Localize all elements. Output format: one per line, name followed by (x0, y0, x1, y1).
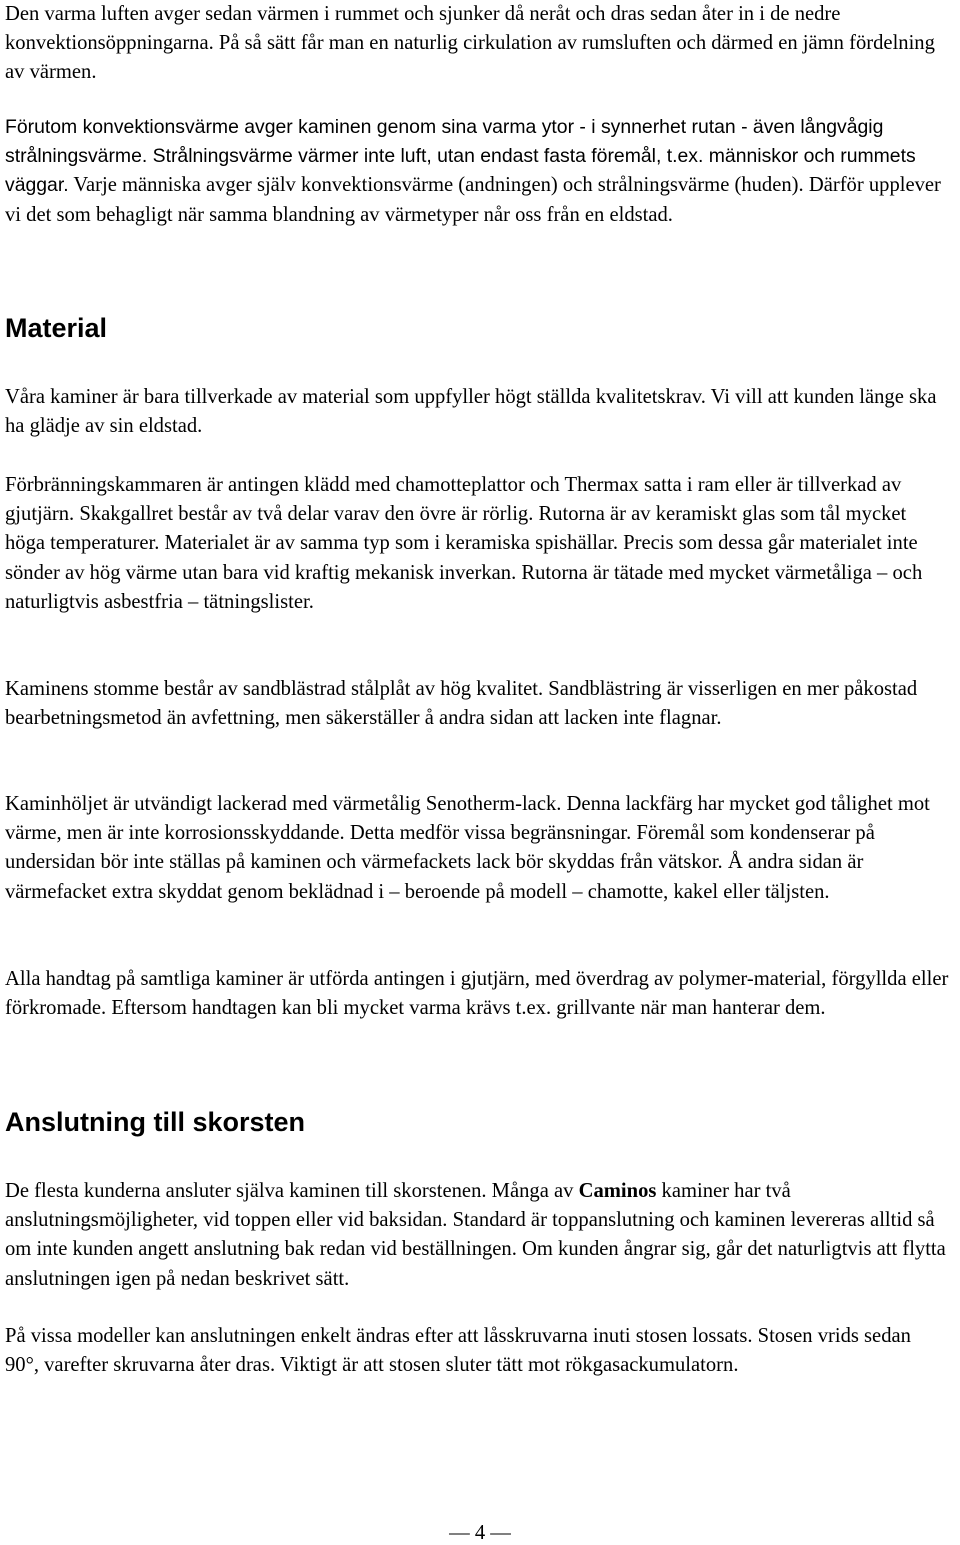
anslutning-paragraph-1-part-b: kaminer har två anslutningsmöjligheter, vid toppen eller vid baksidan. Standard är toppanslutning och kaminen levereras alltid så om inte kunden angett anslutning bak redan vid beställningen. Om kunden ångrar sig, går det naturligtvis att flytta anslutningen igen på nedan beskrivet sätt. (5, 1180, 946, 1290)
brand-name: Caminos (578, 1180, 657, 1202)
intro-paragraph-2-serif-part: Varje människa avger själv konvektionsvärme (andningen) och strålningsvärme (huden). Därför upplever vi det som behagligt när samma blandning av värmetyper når oss från en eldstad. (5, 174, 941, 226)
intro-paragraph-2 (5, 113, 950, 230)
section-heading-anslutning: Anslutning till skorsten (5, 1107, 306, 1137)
anslutning-paragraph-1-part-a: De flesta kunderna ansluter själva kaminen till skorstenen. Många av (5, 1180, 579, 1202)
anslutning-paragraph-2: På vissa modeller kan anslutningen enkelt ändras efter att låsskruvarna inuti stosen lossats. Stosen vrids sedan 90°, varefter skruvarna åter dras. Viktigt är att stosen sluter tätt mot rökgasackumulatorn. (5, 1325, 911, 1377)
material-paragraph-5: Alla handtag på samtliga kaminer är utförda antingen i gjutjärn, med överdrag av polymer-material, förgyllda eller förkromade. Eftersom handtagen kan bli mycket varma krävs t.ex. grillvante när man hanterar dem. (5, 968, 949, 1020)
material-paragraph-3: Kaminens stomme består av sandblästrad stålplåt av hög kvalitet. Sandblästring är visserligen en mer påkostad bearbetningsmetod än avfettning, men säkerställer å andra sidan att lacken inte flagnar. (5, 678, 918, 730)
intro-paragraph-1: Den varma luften avger sedan värmen i rummet och sjunker då neråt och dras sedan åter in i de nedre konvektionsöppningarna. På så sätt får man en naturlig cirkulation av rumsluften och därmed en jämn fördelning av värmen. (5, 3, 935, 84)
section-heading-material: Material (5, 313, 108, 343)
material-paragraph-1: Våra kaminer är bara tillverkade av material som uppfyller högt ställda kvalitetskrav. Vi vill att kunden länge ska ha glädje av sin eldstad. (5, 386, 937, 438)
anslutning-paragraph-1 (5, 1177, 950, 1294)
page-number: — 4 — (449, 1522, 511, 1544)
intro-paragraph-2-sans-part: Förutom konvektionsvärme avger kaminen genom sina varma ytor - i synnerhet rutan - även långvågig strålningsvärme. Strålningsvärme värmer inte luft, utan endast fasta föremål, t.ex. människor och rummets väggar. (5, 116, 916, 197)
material-paragraph-2: Förbränningskammaren är antingen klädd med chamotteplattor och Thermax satta i ram eller är tillverkad av gjutjärn. Skakgallret består av två delar varav den övre är rörlig. Rutorna är av keramiskt glas som tål mycket höga temperaturer. Materialet är av samma typ som i keramiska spishällar. Precis som dessa går materialet inte sönder av hög värme utan bara vid kraftig mekanisk inverkan. Rutorna är tätade med mycket värmetåliga – och naturligtvis asbestfria – tätningslister. (5, 474, 923, 613)
material-paragraph-4: Kaminhöljet är utvändigt lackerad med värmetålig Senotherm-lack. Denna lackfärg har mycket god tålighet mot värme, men är inte korrosionsskyddande. Detta medför vissa begränsningar. Föremål som kondenserar på undersidan bör inte ställas på kaminen och värmefackets lack bör skyddas från vätskor. Å andra sidan är värmefacket extra skyddat genom beklädnad i – beroende på modell – chamotte, kakel eller täljsten. (5, 793, 930, 903)
